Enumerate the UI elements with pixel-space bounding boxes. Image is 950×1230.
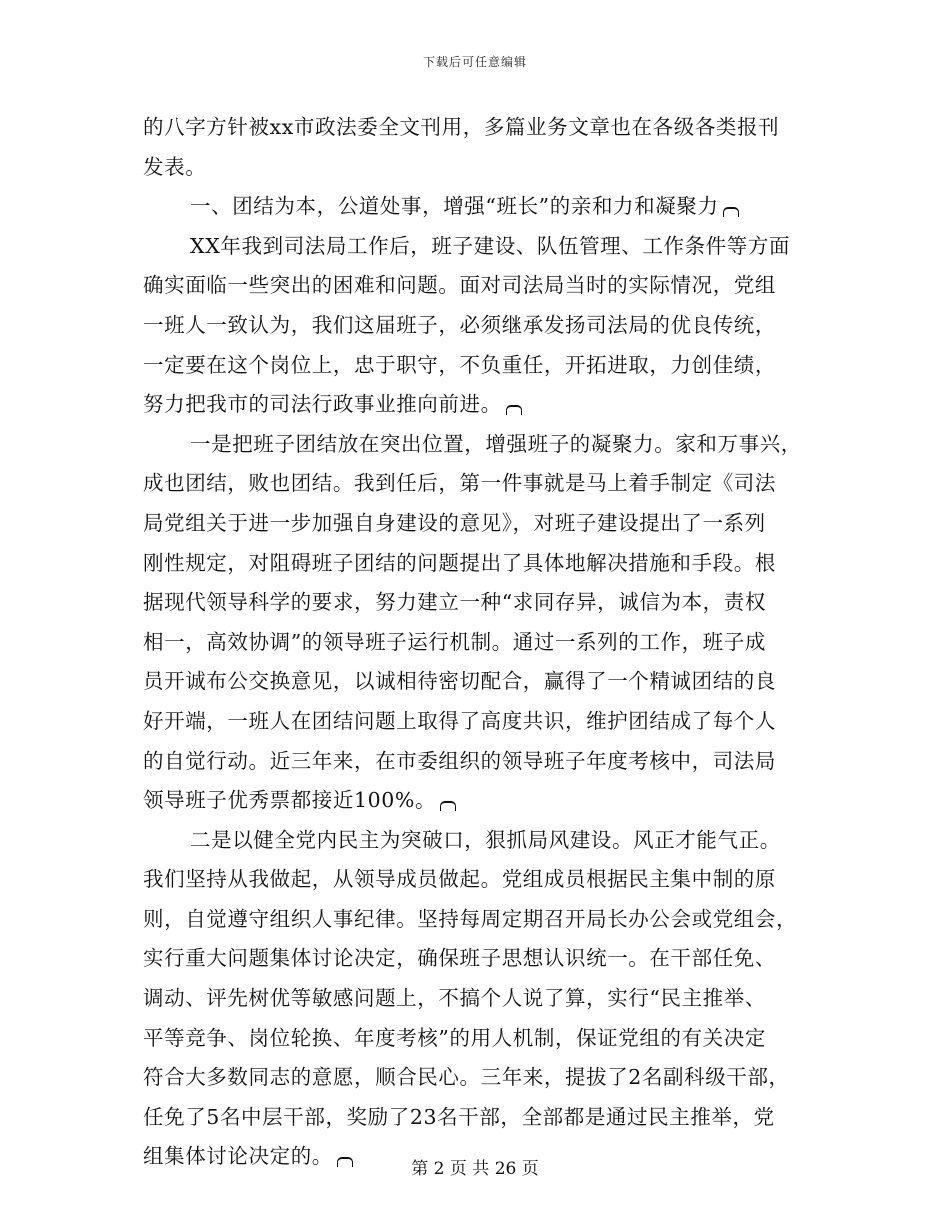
text-line: 确实面临一些突出的困难和问题。面对司法局当时的实际情况，党组 [143, 273, 776, 298]
text-line: 实行重大问题集体讨论决定，确保班子思想认识统一。在干部任免、 [143, 946, 776, 971]
page-footer: 第 2 页 共 26 页 [411, 1159, 539, 1179]
text-line: 一定要在这个岗位上，忠于职守，不负重任，开拓进取，力创佳绩， [143, 352, 776, 377]
section-heading [143, 187, 819, 227]
text-line: 刚性规定，对阻碍班子团结的问题提出了具体地解决措施和手段。根 [143, 550, 776, 575]
document-body [143, 108, 819, 1177]
page-header: 下载后可任意编辑 [422, 55, 527, 69]
text-line: 一班人一致认为，我们这届班子，必须继承发扬司法局的优良传统， [143, 312, 776, 337]
text-line: 调动、评先树优等敏感问题上，不搞个人说了算，实行“民主推举、 [143, 986, 766, 1011]
text-line: 二是以健全党内民主为突破口，狠抓局风建设。风正才能气正。 [190, 827, 781, 852]
text-line: 平等竞争、岗位轮换、年度考核”的用人机制，保证党组的有关决定 [143, 1025, 766, 1050]
text-line: 成也团结，败也团结。我到任后，第一件事就是马上着手制定《司法 [143, 471, 776, 496]
text-line-content: 努力把我市的司法行政事业推向前进。 [143, 392, 502, 417]
text-line-content: 组集体讨论决定的。 [143, 1144, 333, 1169]
text-line: 据现代领导科学的要求，努力建立一种“求同存异，诚信为本，责权 [143, 590, 766, 615]
text-line [143, 385, 819, 425]
text-line: 则，自觉遵守组织人事纪律。坚持每周定期召开局长办公会或党组会， [143, 906, 798, 931]
text-line: 局党组关于进一步加强自身建设的意见》，对班子建设提出了一系列 [143, 510, 766, 535]
text-line: 任免了5名中层干部，奖励了23名干部，全部都是通过民主推举，党 [143, 1104, 775, 1129]
text-line: 相一，高效协调”的领导班子运行机制。通过一系列的工作，班子成 [143, 629, 766, 654]
paragraph-mark-icon [506, 405, 522, 415]
paragraph-mark-icon [440, 801, 456, 811]
text-line [143, 781, 819, 821]
text-line: 我们坚持从我做起，从领导成员做起。党组成员根据民主集中制的原 [143, 867, 776, 892]
text-line: 发表。 [143, 154, 207, 179]
paragraph-mark-icon [723, 207, 739, 217]
text-line: 一是把班子团结放在突出位置，增强班子的凝聚力。家和万事兴， [190, 431, 802, 456]
text-line: XX年我到司法局工作后，班子建设、队伍管理、工作条件等方面 [190, 233, 791, 258]
text-line: 好开端，一班人在团结问题上取得了高度共识，维护团结成了每个人 [143, 708, 776, 733]
text-line: 的八字方针被xx市政法委全文刊用，多篇业务文章也在各级各类报刊 [143, 115, 780, 139]
text-line: 符合大多数同志的意愿，顺合民心。三年来，提拔了2名副科级干部， [143, 1065, 790, 1090]
section-heading-text: 一、团结为本，公道处事，增强“班长”的亲和力和凝聚力 [190, 194, 719, 219]
text-line: 的自觉行动。近三年来，在市委组织的领导班子年度考核中，司法局 [143, 748, 776, 773]
text-line: 员开诚布公交换意见，以诚相待密切配合，赢得了一个精诚团结的良 [143, 669, 776, 694]
text-line-content: 领导班子优秀票都接近100%。 [143, 788, 437, 813]
